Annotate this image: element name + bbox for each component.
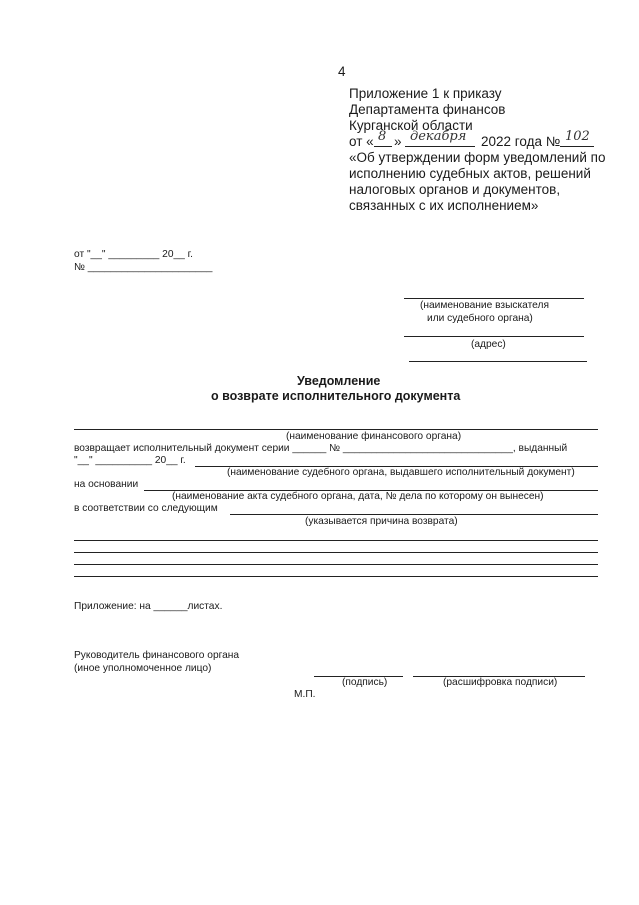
reason-line-2 (74, 552, 598, 553)
head-title-line1: Руководитель финансового органа (74, 650, 240, 661)
month-underline (405, 146, 475, 147)
stamp-place: М.П. (294, 689, 316, 700)
decode-caption: (расшифровка подписи) (443, 677, 558, 688)
recipient-caption-line1: (наименование взыскателя (420, 300, 549, 311)
document-subtitle: о возврате исполнительного документа (211, 389, 461, 403)
order-date-prefix: от « (349, 134, 374, 149)
order-subject-line3: налоговых органов и документов, (349, 182, 561, 197)
recipient-extra-line (409, 361, 587, 362)
reason-line-4 (74, 576, 598, 577)
accordance-line (230, 514, 598, 515)
order-year-text: 2022 года № (481, 134, 561, 149)
returns-text: возвращает исполнительный документ серии ______ № ______________________________, выданный (74, 443, 568, 454)
reason-caption: (указывается причина возврата) (305, 516, 458, 527)
order-subject-line4: связанных с их исполнением» (349, 198, 539, 213)
day-underline (374, 146, 392, 147)
number-underline (560, 146, 594, 147)
handwritten-month: декабря (410, 129, 467, 144)
order-subject-line2: исполнению судебных актов, решений (349, 166, 591, 181)
basis-label: на основании (74, 479, 139, 490)
court-caption: (наименование судебного органа, выдавшего исполнительный документ) (227, 467, 575, 478)
outgoing-number-field: № ______________________ (74, 262, 213, 273)
order-subject-line1: «Об утверждении форм уведомлений по (349, 150, 606, 165)
head-title-line2: (иное уполномоченное лицо) (74, 663, 212, 674)
outgoing-date-field: от "__" _________ 20__ г. (74, 249, 193, 260)
signature-caption: (подпись) (342, 677, 388, 688)
fin-org-line (74, 429, 598, 430)
order-date-mid: » (394, 134, 402, 149)
recipient-name-line (404, 298, 584, 299)
issue-date-text: "__" __________ 20__ г. (74, 455, 186, 466)
handwritten-number: 102 (565, 129, 590, 144)
page-number: 4 (338, 64, 346, 79)
handwritten-day: 8 (378, 129, 387, 144)
order-header-line1: Приложение 1 к приказу (349, 86, 502, 101)
accordance-label: в соответствии со следующим (74, 503, 218, 514)
recipient-address-line (404, 336, 584, 337)
act-caption: (наименование акта судебного органа, дата, № дела по которому он вынесен) (172, 491, 544, 502)
order-header-line2: Департамента финансов (349, 102, 506, 117)
fin-org-caption: (наименование финансового органа) (286, 431, 462, 442)
document-title: Уведомление (297, 374, 381, 388)
attachment-line: Приложение: на ______листах. (74, 601, 223, 612)
address-caption: (адрес) (471, 339, 506, 350)
order-header-line3: Курганской области (349, 118, 473, 133)
reason-line-1 (74, 540, 598, 541)
recipient-caption-line2: или судебного органа) (427, 313, 533, 324)
reason-line-3 (74, 564, 598, 565)
